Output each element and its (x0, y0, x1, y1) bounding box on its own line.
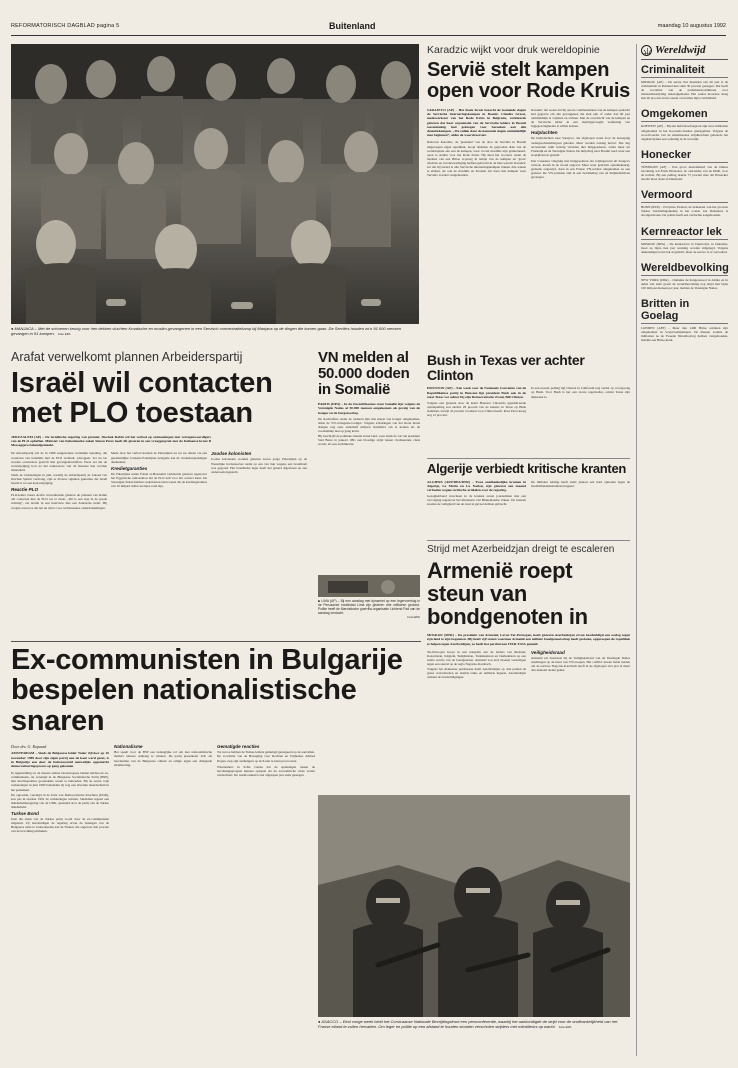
serbia-body-3: De hulpvluchten naar Sarajevo, die afgelopen week door de beroeping ondergeschiedenisgaan geleden. Meer werden zondag hervat. Die dag arriveerden ruim twintig vluchten met hulpgoederen, onder meer uit Frankrijk en de Verenigde Staten. De hulpvlieg naar Bosnië werd weer een stoprijbaan in gesteld. (531, 136, 630, 157)
wereldwijd-item-text: MOSKOU (DPA) – De kernreactor in Tsjernobyl, in Oekraïne, moet na bijna tien jaar werking worden stilgelegd. Volgens deskundigen is het lek al gedicht, maar de reactor is te verouderd. (641, 241, 728, 254)
wereldwijd-item-text: MOSKOU (AP) – De eerste vier maanden van dit jaar is de criminaliteit in Rusland met ruim 30 procent gestegen. Dat heeft de voorzitter van de parlementscommissie voor misdaadbestrijding bekendgemaakt. Het aantal moorden steeg met 40 procent en het aantal overvallen bijna verdubbeld. (641, 80, 728, 101)
armenia-subhead-veiligheidsraad: Veiligheidsraad (531, 649, 565, 655)
photo-top-caption: ● MANJACA – Met de schoenen keurig voor hen dekken vluchten Kroatische en moslim-gevangenen in een Servisch concentratiekamp bij Manjaca op de dingen die komen gaan. De Serviërs houden zo'n 91.000 mensen gevangen in 91 kampen. Foto EPA (11, 326, 401, 336)
article-israel (11, 350, 311, 636)
section-title: Buitenland (329, 21, 376, 31)
israel-subhead-reactie: Reactie PLO (11, 487, 39, 493)
article-bush (427, 353, 630, 417)
masthead (11, 22, 726, 36)
bush-headline: Bush in Texas ver achter Clinton (427, 352, 585, 383)
armenia-body-2: Volgens het Armeense persbureau heeft Azerbeidzjan op drie punten de grens overschreden en daarbij tanks en artillerie ingezet. Azerbeidzjan ontkent de beschuldigingen. (427, 667, 526, 680)
armenia-body-1: Ter-Petrosjan hoopt in een telegram aan de leiders van Rusland, Kazachstan, Kirgizië, Tadzjikistan, Turkmenistan en Oezbekistan op een snelle reactie van de bondgenoten. Armenië zou zich moeten verdedigen tegen een aanval op de regio Nagorno-Karabach. (427, 649, 526, 667)
wereldwijd-items (641, 64, 728, 342)
bulgaria-body-6: Waarnemers in Sofia vrezen dat de spanningen tussen de bevolkingsgroepen kunnen oplopen als de economische crisis verder verslechtert. De werkloosheid is het afgelopen jaar sterk gestegen. (217, 764, 315, 777)
algeria-headline: Algerije verbiedt kritische kranten (427, 461, 627, 476)
bulgaria-headline: Ex-communisten in Bulgarije bespelen nationalistische snaren (11, 644, 403, 737)
bulgaria-lede: AMSTERDAM – Sinds de Bulgaarse leider Todor Zjivkov op 10 november 1989 door zijn eigen partij aan de kant werd gezet, is in Bulgarije een door de buitenwereld nauwelijks opgemerkt democratiseringsproces op gang gekomen. (11, 751, 109, 768)
israel-lede: JERUZALEM (AP) – De Israëlische regering van premier Jitschak Rabin wil het verbod op ontmoetingen met vertegenwoordigers van de PLO opheffen. Minister van buitenlandse zaken Simon Peres heeft dit gisteren in een vraaggesprek met de Italiaanse krant Il Messaggero bekendgemaakt. (11, 434, 211, 448)
armenia-lede: MOSKOU (RTR) – De president van Armenië, Levon Ter-Petrosjan, heeft gisteren Azerbeidzjan ervan beschuldigd een oorlog tegen zijn land te zijn begonnen. Hij heeft vijf staten waarmee Armenië een militair bondgenootschap heeft gesloten, opgeroepen de republiek te helpen tegen Azerbeidzjan, zo heeft het persbureau ITAR-TASS gemeld. (427, 633, 630, 646)
armenia-headline: Armenië roept steun van bondgenoten in (427, 558, 588, 630)
bush-body-1: Volgens een gisteren door de krant Houston Chronicle gepubliceerde opiniepeiling zou slechts 29 procent van de kiezers in Texas op Bush stemmen, terwijl 45 procent voorkeur voor Clinton heeft. Ross Perot kreeg nog 12 procent. (427, 400, 526, 418)
globe-icon (641, 45, 652, 56)
serbia-headline: Servië stelt kampen open voor Rode Kruis (427, 59, 630, 102)
bulgaria-body-2: De oppositie, verenigd in de Unie van Democratische Krachten (UDK), kon pas in oktober 1991 de verkiezingen winnen. Sindsdien regeert een minderheidsregering van de UDK, gesteund door de partij van de Turkse minderheid. (11, 792, 109, 809)
algeria-body-1: Gezaghebbend verscheen in de kranten zeven journalisten met een vervolging tegenover het ministerie van Binnenlandse Zaken. De kranten zouden de veiligheid van de staat in gevaar hebben gebracht. (427, 494, 526, 507)
article-algeria (427, 458, 630, 507)
algeria-lede: ALGIERS (AFP/DPA/RTR) – Twee onafhankelijke kranten in Algerije, Le Matin en La Nation, zijn gisteren een maand verboden wegens kritische artikelen over de regering. (427, 479, 526, 493)
israel-body-5: De Palestijnse leider Faisal al-Hoesseini verklaarde gisteren tegenover het Egyptische radiostation dat de PLO zelf voor het contact kiest. De Verenigde Staten hebben ondertussen laten weten dat de kredietgaranties van 10 miljard dollar nu bijna rond zijn. (111, 471, 207, 489)
photo-prison-camp (11, 44, 419, 324)
israel-subhead-krediet: Kredietgaranties (111, 465, 148, 471)
wereldwijd-item-text: TÜBINGEN (AP) – Een groot meerderheid van de Duitse bevolking wil Erich Honecker, de oud-leider van de DDR, voor de rechter. Bij een peiling deelde 75 procent mee dat Honecker terecht moet staan in Duitsland. (641, 164, 728, 182)
israel-subhead-kolonisten: Joodse kolonisten (211, 451, 252, 457)
somalia-headline: VN melden al 50.000 doden in Somalië (318, 349, 410, 398)
armenia-kicker: Strijd met Azerbeidzjan dreigt te escaleren (427, 544, 615, 555)
sidebar-wereldwijd (636, 44, 728, 1056)
armenia-body-3: Armenië zal daarnaast bij de Veiligheidsraad van de Verenigde Naties aandringen op de inzet van VN-troepen. Het conflict tussen beide landen om de enclave Nagorno-Karabach heeft in de afgelopen vier jaar al meer dan duizend doden geëist. (531, 655, 630, 673)
wereldwijd-item-head: Kernreactor lek (641, 226, 728, 240)
israel-body-4: Mede door het verbod konden de Palestijnen tot nu toe alleen via een gezamenlijke Jordaans-Palestijnse delegatie aan de vredesbesprekingen deelnemen. (111, 451, 207, 464)
somalia-lede: PARIJS (DPA) – In de Oostafrikaanse staat Somalië zijn volgens de Verenigde Naties al 50.000 mensen omgekomen als gevolg van de honger en de burgeroorlog. (318, 402, 420, 415)
serbia-subhead-hulpluchten: Hulpluchten (531, 130, 558, 136)
article-serbia (427, 44, 630, 340)
israel-body-6: Joodse kolonisten wonden gisteren zeven jonge Palestijnen op de Westelijke Jordaanoever nadat op een van hun wagens een brandbom was gegooid. Het Israëlische leger heeft het gebied afgesloten en een onderzoek ingesteld. (211, 457, 307, 474)
wereldwijd-item-text: KOEWEIT (AP) – Bij een hefschroefongeval zijn twee militairen omgekomen in het Koeweits-Iraakse grensgebied. Volgens de woordvoerder van de Amerikaanse strijdkrachten gebeurde het ongeluk tijdens een oefening in de woestijn. (641, 124, 728, 141)
somalia-body-2: Hij beschrijft de politieke situatie in het land, waar sinds de val van president Siad Barre in januari 1991 een bloedige strijd tussen rivaliserende clans woedt, als een nachtmerrie. (318, 434, 420, 447)
israel-body-3: PLO-leider Jasser Arafat verwelkomde gisteren de plannen van Rabin om contacten met de PLO toe te staan. „Dit is een stap in de goede richting”, zei Arafat in een interview met een Arabische krant. Hij voegde eraan toe dat het nu tijd is voor rechtstreekse onderhandelingen. (11, 493, 107, 510)
israel-kicker: Arafat verwelkomt plannen Arbeiderspartij (11, 350, 243, 364)
wereldwijd-title: Wereldwijd (655, 44, 706, 56)
lima-caption: ■ LIMA (AP) – Bij een aanslag met dynamiet op een legervoertuig in de Peruaanse hoofdstad Lima zijn gisteren drie militairen gedood. Politie heeft de Marxistische guerrilla-organisatie Lichtend Pad van de aanslag verdacht. (318, 599, 420, 616)
photo-corsica (318, 795, 630, 1017)
divider-bulgaria (11, 641, 421, 642)
israel-body-1: De Arbeidspartij wil de in 1986 aangenomen wettelijke bepaling, die contacten van Israëliërs met de PLO verbiedt, schrappen. Tot nu toe werden overtreders gestraft met gevangenisstraffen. Peres zei dat de wetswijziging kort na het zomerreces van de Knesset kan worden behandeld. (11, 451, 107, 472)
bush-body-2: In een tweede peiling ligt Clinton in Californië nog verder op voorsprong op Bush. Voor Bush is het een zware tegenvaller, omdat Texas zijn thuisstaat is. (531, 386, 630, 399)
somalia-lima-block (318, 575, 420, 619)
corsica-caption: ● ASACCO – Eind vorige week hield het Corsicaanse Nationale Bevrijdingsfront een persconferentie, waarbij het aankondigde de strijd voor de onafhankelijkheid van het Franse eiland te zullen hervatten. Om leger en politie op een afstand te houden stonden verscholen strijders met mitrailleurs op wacht. Foto EPA (318, 1019, 618, 1029)
photo-lima (318, 575, 420, 597)
wereldwijd-item-head: Omgekomen (641, 108, 728, 122)
serbia-body-2: Karadzic liet weten dat hij aan de commandanten van de kampen opdracht had gegeven om alle gevangenen die ziek zijn of ouder dan 60 jaar onmiddellijk te vrijlaten en zichten. Met de overdracht van de kampen en de Servische leider in een daarbijgevoegde verklaring van bijgegevenigheden te willen komen. (531, 108, 630, 129)
wereldwijd-item-head: Britten in Goelag (641, 298, 728, 324)
serbia-kicker: Karadzic wijkt voor druk wereldopinie (427, 44, 600, 56)
bulgaria-subhead-reacties: Gematigde reacties (217, 744, 260, 750)
wereldwijd-item-head: Wereldbevolking (641, 261, 729, 274)
wereldwijd-item-head: Honecker (641, 149, 728, 163)
bulgaria-subhead-turkse: Turkse Bond (11, 810, 39, 816)
israel-headline: Israël wil contacten met PLO toestaan (11, 367, 273, 430)
somalia-body-1: De slachtoffers onder de ouderen zijn met meest van honger omgekomen, aldus de VN-vertegenwoordiger. Volgens schattingen van het Rode Kruis dreigen nog eens anderhalf miljoen Somaliërs om te komen als de voedselhulp niet op gang komt. (318, 416, 420, 434)
bulgaria-body-3: Juist die steun van de Turkse partij wordt door de ex-communisten uitgebuit. Zij beschuldigen de regering ervan de belangen van de Bulgaarse natie te verkwanselen aan de Turken, die ongeveer tien procent van de bevolking uitmaken. (11, 816, 109, 834)
lima-credit: Foto EPA (407, 615, 420, 620)
wereldwijd-item-text: NEW YORK (DPA) – Ondanks de hongersnood in Afrika en in delen van Azië groeit de wereldbevolking nog altijd met bijna 100 miljoen mensen per jaar, melden de Verenigde Naties. (641, 277, 728, 290)
prison-camp-picture (11, 44, 419, 324)
bulgaria-body-5: Tot nu toe hebben de Turkse leiders gematigd gereageerd op de aanvallen. De voorzitter van de Beweging voor Rechten en Vrijheden, Ahmed Dogan, riep zijn aanhangers op zich niet te laten provoceren. (217, 750, 315, 763)
photo-credit: Foto EPA (57, 331, 71, 336)
bulgaria-subhead-nationalisme: Nationalisme (114, 744, 143, 750)
serbia-lede: SARAJEVO (AP) – Het Rode Kruis bezocht de komende dagen de Servische interneringskampen in Bosnië. Claudia Grassi, medewerkster van het Rode Kruis in Belgrado, verklaarde gisteren dat haar organisatie van de Servische leiders in Bosnië toestemming had gekregen voor bezoeken aan alle detentiekampen. „We zullen daar de komende dagen onmiddellijk mee beginnen”, aldus de woordvoerster. (427, 108, 526, 138)
wereldwijd-item-head: Vermoord (641, 189, 728, 203)
masthead-paper: REFORMATORISCH DAGBLAD pagina 5 (11, 23, 120, 29)
bulgaria-byline: Door drs. G. Ropaard (11, 744, 47, 750)
wereldwijd-item-text: BONN (RTR) – Ferrynies Federal, de beheerder van het grootste Turkse vluchtelingenkamp in het oosten van Duitsland, is doodgeschoten. De politie heeft een verdachte aangehouden. (641, 205, 728, 218)
bush-lede: HOUSTON (AP) – Een week voor de Nationale Conventie van de Republikeinse partij in Houston ligt president Bush ook in de staat Texas ver achter bij zijn Democratische rivaal, Bill Clinton. (427, 386, 526, 399)
serbia-body-1: Radovan Karadzic, de 'president' van de door de Serviërs in Bosnië uitgeroepen eigen republiek, hoopt daarmee de gegroeide druk van de wereldopinie aan een de kampen, waar vooral moslims zijn geïnterneerd, open te stellen voor het Rode Kruis. Hij deed het voorstel, nadat de beelden van een Britse tv-ploeg in nabije van de kampen ter 'grote' afschuw en verontwaardiging hadden gebracht in de hele wereld. Karadzic zei dat hij bereid is alle Servische interneringskampen binnen drie weken te sluiten, als ook de moslims en Kroaten dat doen met kampen waar Serviërs worden vastgehouden. (427, 140, 526, 178)
bulgaria-body-4: Het speelt voor de BSP een belangrijke rol om met nationalistische thema's nieuwe aanhang te winnen. De partij presenteert zich als beschermer van de Bulgaarse cultuur en religie tegen een dreigende islamisering. (114, 750, 212, 767)
serbia-body-4: Een Canadees vliegtuig met hulpgoederen dat vrijdagavond uit Sarajevo vertrok, kwam in de avond ongeval. Meer weer gebracht opnamekeurig, gedeelte ongewijd, doen in een Franse VN-soldaat omgekomen na een granaat. De VN-soldaten zijn in een beschieting van de hulpluchthaven gevangen. (531, 158, 630, 180)
algeria-body-2: De militaire leiding heeft sinds januari een hard optreden tegen de moslimfundamentalisten ingezet. (531, 479, 630, 488)
corsica-credit: Foto EPA (558, 1024, 572, 1029)
bulgaria-body-1: In tegenstelling tot de meeste andere Oosteuropese landen hebben de ex-communisten, nu verenigd in de Bulgaarse Socialistische Partij (BSP), hun machtsposities grotendeels weten te behouden. Bij de eerste vrije verkiezingen in juni 1990 behaalden zij nog een absolute meerderheid in het parlement. (11, 771, 109, 792)
israel-body-2: Sinds de verkiezingen in juni, waarbij de Arbeidspartij de Likoed van Jitschak Sjamir verdrong, zijn er diverse signalen gekomen dat Israël bereid is tot een koerswijziging. (11, 472, 107, 486)
masthead-date: maandag 10 augustus 1992 (657, 23, 726, 29)
wereldwijd-logo (641, 44, 728, 60)
wereldwijd-item-text: LONDEN (AFP) – Meer dan 1400 Britse soldaten zijn omgekomen in Sovjetwerkkampen. De Russen zouden de militairen na de Tweede Wereldoorlog hebben vastgehouden, meldde een Britse krant. (641, 326, 728, 343)
wereldwijd-item-head: Criminaliteit (641, 64, 728, 78)
corsica-picture (318, 795, 630, 1017)
